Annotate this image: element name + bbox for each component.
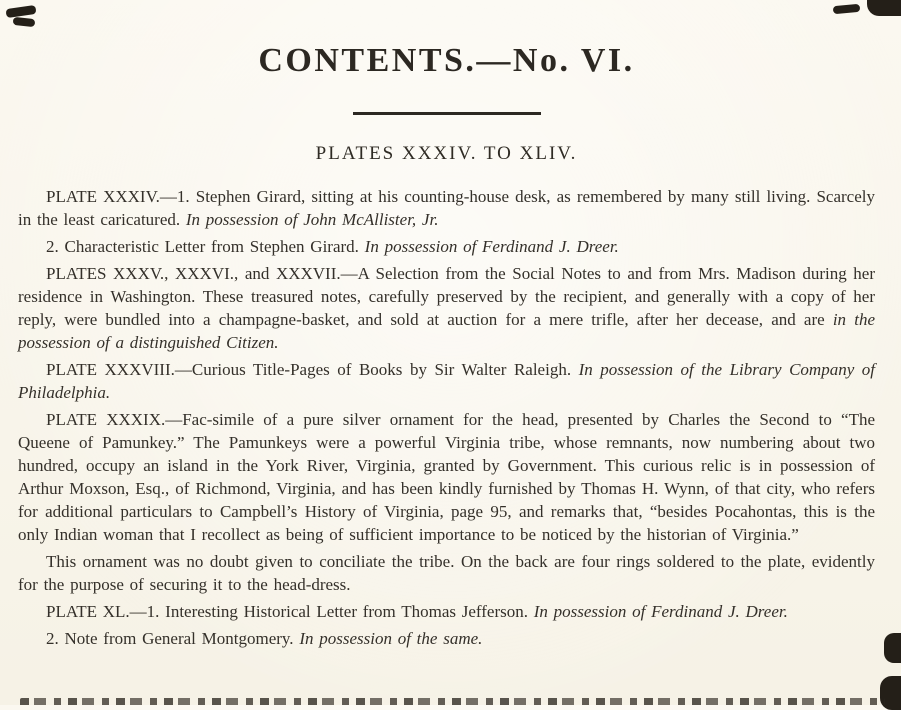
scan-artifact-bottom-right: [884, 633, 901, 663]
possession-note: In possession of Ferdinand J. Dreer.: [364, 237, 619, 256]
paragraph-text: PLATES XXXV., XXXVI., and XXXVII.—A Selection from the Social Notes to and from Mrs. Madison during her residence in Washington. These treasured notes, carefully preserved by the recipient, and generally with a copy of her reply, were bundled into a champagne-basket, and sold at auction for a mere trifle, after her decease, and are: [18, 264, 875, 329]
clipped-bottom-line: [20, 698, 885, 705]
section-heading: PLATES XXXIV. TO XLIV.: [315, 143, 578, 164]
paragraph-text: 2. Note from General Montgomery.: [46, 629, 300, 648]
possession-note: In possession of the same.: [299, 629, 483, 648]
paragraph: [18, 627, 875, 650]
paragraph-text: 2. Characteristic Letter from Stephen Girard.: [46, 237, 365, 256]
possession-note: In possession of John McAllister, Jr.: [185, 210, 439, 229]
title-divider: [353, 112, 541, 115]
paragraph-text: PLATE XXXVIII.—Curious Title-Pages of Books by Sir Walter Raleigh.: [46, 360, 579, 379]
paragraph-text: PLATE XXXIX.—Fac-simile of a pure silver ornament for the head, presented by Charles the Second to “The Queene of Pamunkey.” The Pamunkeys were a powerful Virginia tribe, whose remnants, now numbering about two hundred, occupy an island in the York River, Virginia, granted by Government. This curious relic is in possession of Arthur Moxson, Esq., of Richmond, Virginia, and has been kindly furnished by Thomas H. Wynn, of that city, who refers for additional particulars to Campbell’s History of Virginia, page 95, and remarks that, “besides Pocahontas, this is the only Indian woman that I recollect as being of sufficient importance to be noticed by the historian of Virginia.”: [18, 410, 875, 544]
paragraph-text: This ornament was no doubt given to conciliate the tribe. On the back are four rings soldered to the plate, evidently for the purpose of securing it to the head-dress.: [18, 552, 875, 594]
paragraph: [18, 358, 875, 404]
scan-artifact-top-right: [867, 0, 901, 16]
document-body: [18, 185, 875, 650]
scan-artifact-top-left: [13, 17, 36, 27]
scan-artifact-top-right: [833, 4, 861, 14]
paragraph: [18, 550, 875, 596]
paragraph-text: PLATE XXXIV.—1. Stephen Girard, sitting at his counting-house desk, as remembered by many still living. Scarcely in the least caricatured.: [18, 187, 875, 229]
possession-note: In possession of the Library Company of Philadelphia.: [18, 360, 875, 402]
paragraph: [18, 235, 875, 258]
paragraph: [18, 185, 875, 231]
paragraph: [18, 600, 875, 623]
paragraph: [18, 408, 875, 546]
possession-note: In possession of Ferdinand J. Dreer.: [533, 602, 788, 621]
paragraph-text: PLATE XL.—1. Interesting Historical Letter from Thomas Jefferson.: [46, 602, 534, 621]
possession-note: in the possession of a distinguished Citizen.: [18, 310, 875, 352]
scan-artifact-top-left: [6, 5, 37, 18]
page-title: CONTENTS.—No. VI.: [258, 42, 635, 79]
paragraph: [18, 262, 875, 354]
